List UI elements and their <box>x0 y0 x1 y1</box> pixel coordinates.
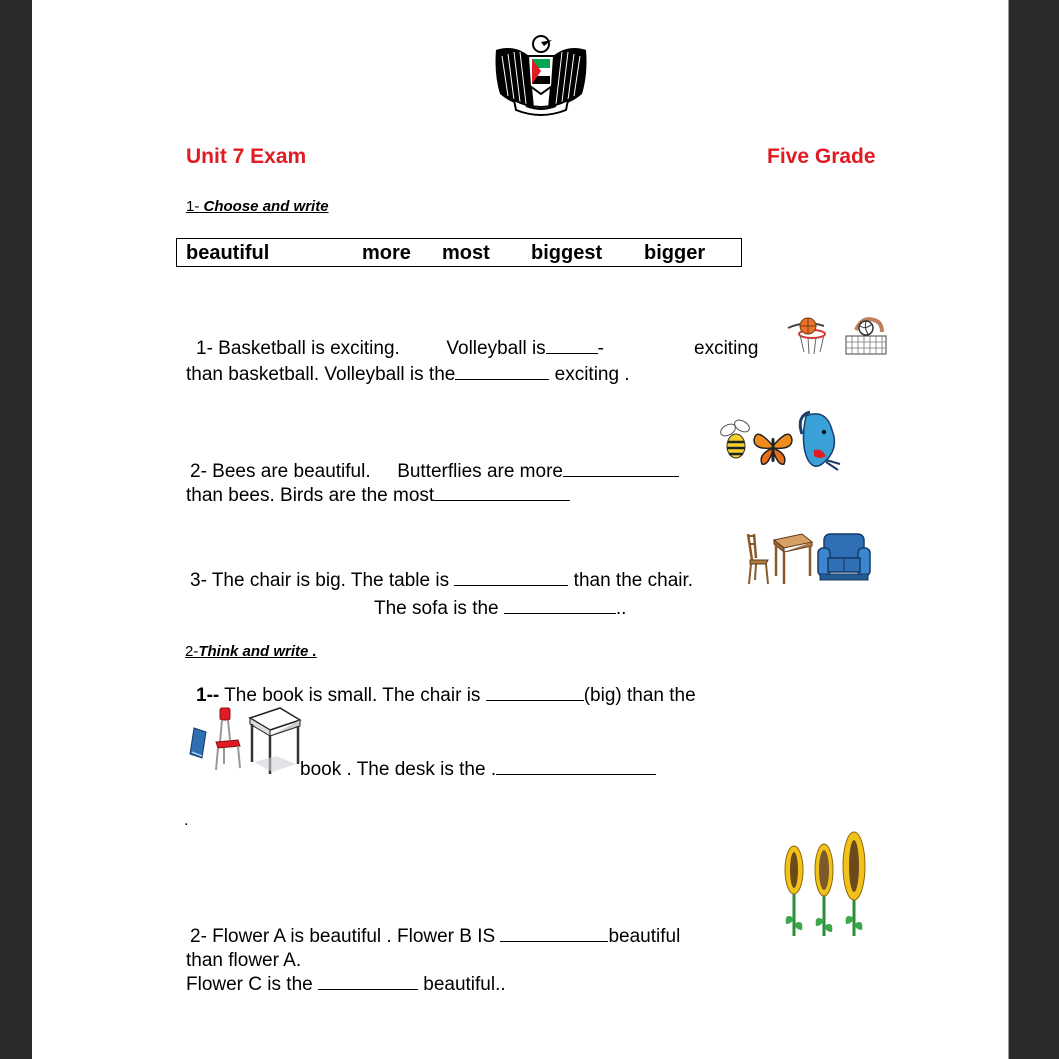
sunflowers-icon <box>780 828 870 942</box>
desk-icon <box>246 706 302 776</box>
basketball-hoop-icon <box>784 316 834 358</box>
chair-icon <box>744 532 772 586</box>
question-1-line-1-end: exciting <box>694 338 759 359</box>
word-bank-word: biggest <box>531 242 603 264</box>
answer-blank[interactable] <box>496 760 656 775</box>
question-1-line-1: 1- Basketball is exciting. Volleyball is - <box>196 338 604 359</box>
question-2-line-2: than bees. Birds are the most <box>186 485 570 507</box>
word-bank-word: most <box>442 242 490 264</box>
worksheet-page <box>32 0 1008 1059</box>
question-3-line-1: 3- The chair is big. The table is than the chair. <box>190 570 694 591</box>
red-chair-icon <box>212 706 244 772</box>
book-icon <box>188 726 208 760</box>
question-1-line-2: than basketball. Volleyball is the exciting . <box>186 364 630 385</box>
word-bank-box <box>176 238 742 267</box>
volleyball-player-icon <box>842 312 888 358</box>
palestine-eagle-emblem-icon <box>494 34 588 116</box>
grade-label: Five Grade <box>767 145 876 168</box>
word-bank-word: bigger <box>644 242 706 264</box>
butterfly-icon <box>752 426 794 468</box>
section-1-heading-text: Choose and write <box>203 198 329 215</box>
answer-blank[interactable] <box>500 927 608 942</box>
answer-blank[interactable] <box>546 339 598 354</box>
bird-icon <box>796 410 844 474</box>
bee-icon <box>718 418 754 462</box>
answer-blank[interactable] <box>504 599 616 614</box>
section-1-number: 1- <box>186 198 200 215</box>
section-2-heading-text: Think and write . <box>198 643 317 660</box>
think-question-1-line-2: book . The desk is the . <box>300 759 656 781</box>
answer-blank[interactable] <box>318 975 418 990</box>
table-icon <box>772 530 814 586</box>
page-margin-line-right <box>1008 0 1009 1059</box>
think-question-2-line-3: Flower C is the beautiful.. <box>186 974 506 995</box>
think-question-1-line-1: 1-- The book is small. The chair is (big) than the <box>196 685 696 706</box>
answer-blank[interactable] <box>455 365 549 380</box>
question-2-line-1: 2- Bees are beautiful. Butterflies are more <box>190 461 679 483</box>
section-1-heading <box>186 198 329 215</box>
answer-blank[interactable] <box>563 462 679 477</box>
question-3-line-2: The sofa is the .. <box>374 598 627 619</box>
section-2-heading <box>185 643 317 660</box>
word-bank-word: more <box>362 242 411 264</box>
section-2-number: 2- <box>185 643 199 660</box>
sofa-icon <box>816 532 872 584</box>
answer-blank[interactable] <box>486 686 584 701</box>
exam-title: Unit 7 Exam <box>186 145 307 168</box>
think-question-2-line-1: 2- Flower A is beautiful . Flower B IS beautiful <box>190 926 681 947</box>
think-question-2-line-2: than flower A. <box>186 950 302 971</box>
word-bank-word: beautiful <box>186 242 270 264</box>
answer-blank[interactable] <box>434 486 570 501</box>
answer-blank[interactable] <box>454 571 568 586</box>
stray-dot: . <box>184 812 189 829</box>
